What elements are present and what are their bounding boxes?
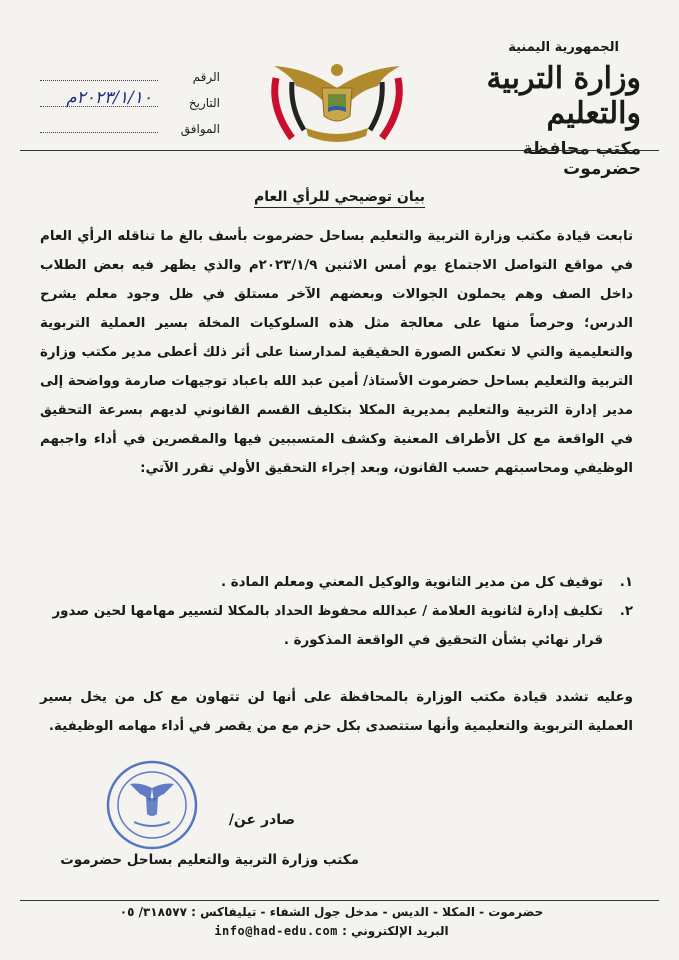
republic-name: الجمهورية اليمنية xyxy=(508,40,619,55)
reference-date-row xyxy=(40,88,220,118)
header-divider xyxy=(20,150,659,151)
reference-corresponding-row xyxy=(40,118,220,144)
footer-email-label: البريد الإلكتروني : xyxy=(342,924,449,938)
footer-email[interactable]: info@had-edu.com xyxy=(214,924,338,938)
ministry-name: وزارة التربية والتعليم xyxy=(486,61,641,131)
signature-office: مكتب وزارة التربية والتعليم بساحل حضرموت xyxy=(60,852,359,868)
reference-fields xyxy=(40,66,220,144)
reference-corresponding-label: الموافق xyxy=(180,122,220,136)
reference-number-line xyxy=(40,66,158,81)
yemen-eagle-emblem-icon xyxy=(262,58,412,148)
decision-text: تكليف إدارة لثانوية العلامة / عبدالله محفوظ الحداد بالمكلا لتسيير مهامها لحين صدور قرار نهائي بشأن التحقيق في الواقعة المذكورة . xyxy=(52,604,603,648)
closing-paragraph: وعليه تشدد قيادة مكتب الوزارة بالمحافظة على أنها لن تتهاون مع كل من يخل بسير العملية التربوية والتعليمية وأنها ستتصدى بكل حزم مع من يقصر في أداء مهامه الوظيفية. xyxy=(40,690,633,734)
reference-date-label: التاريخ xyxy=(188,96,220,110)
footer-address: حضرموت - المكلا - الديس - مدخل جول الشفاء - تيليفاكس : ٣١٨٥٧٧/ ٠٥ xyxy=(119,905,544,919)
ministry-header xyxy=(441,40,641,179)
statement-title-text: بيان توضيحي للرأي العام xyxy=(254,189,425,208)
decision-number: ٢. xyxy=(619,604,633,619)
decisions-list xyxy=(40,568,633,655)
footer-email-line xyxy=(40,924,623,938)
statement-body: تابعت قيادة مكتب وزارة التربية والتعليم بساحل حضرموت بأسف بالغ ما تناقله الرأي العام في مواقع التواصل الاجتماع يوم أمس الاثنين ٢٠٢٣/١/٩م والذي يظهر فيه بعض الطلاب داخل الصف وهم يحملون الجوالات وبعضهم الآخر مستلق في ظل وجود معلم يشرح الدرس؛ وحرصاً منها على معالجة مثل هذه السلوكيات المخلة بسير العملية التربوية والتعليمية والتي لا تعكس الصورة الحقيقية لمدارسنا على أثر ذلك أعطى مدير مكتب وزارة التربية والتعليم بساحل حضرموت الأستاذ/ أمين عبد الله باعباد توجيهات صارمة وواضحة إلى مدير إدارة التربية والتعليم بمديرية المكلا بتكليف القسم القانوني لديهم بسرعة التحقيق في الواقعة مع كل الأطراف المعنية وكشف المتسببين فيها والمقصرين في أداء واجبهم الوظيفي ومحاسبتهم حسب القانون، وبعد إجراء التحقيق الأولي تقرر الآتي: xyxy=(40,229,633,476)
list-item xyxy=(40,568,633,597)
reference-corresponding-line xyxy=(40,118,158,133)
reference-date-value: ٢٠٢٣/١/١٠م xyxy=(66,88,152,108)
official-stamp-icon xyxy=(104,758,200,852)
reference-date-line xyxy=(40,88,158,108)
decision-number: ١. xyxy=(619,575,633,590)
office-name: مكتب محافظة حضرموت xyxy=(522,139,641,179)
decision-text: توقيف كل من مدير الثانوية والوكيل المعني ومعلم المادة . xyxy=(220,575,603,590)
statement-title xyxy=(0,186,679,205)
reference-number-label: الرقم xyxy=(192,70,220,84)
issued-by: صادر عن/ xyxy=(228,812,295,828)
list-item xyxy=(40,597,633,655)
footer-divider xyxy=(20,900,659,901)
